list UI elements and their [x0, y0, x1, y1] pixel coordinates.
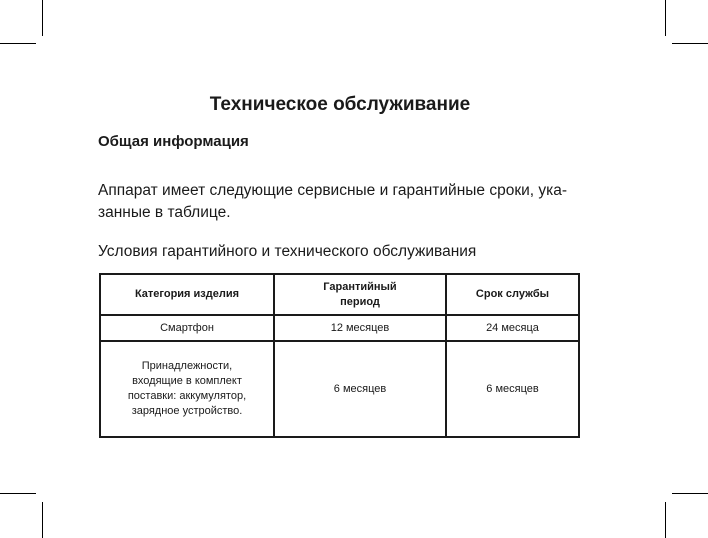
table-caption: Условия гарантийного и технического обслуживания — [98, 243, 477, 260]
header-warranty — [274, 274, 446, 315]
cell-warranty: 6 месяцев — [274, 341, 446, 437]
header-category: Категория изделия — [100, 274, 274, 315]
section-heading: Общая информация — [98, 133, 249, 150]
table-row — [100, 315, 579, 341]
crop-mark — [672, 43, 708, 44]
cell-line: Принадлежности, — [141, 360, 233, 372]
intro-paragraph — [98, 180, 588, 224]
header-warranty-line: период — [340, 295, 380, 308]
page-title: Техническое обслуживание — [209, 94, 471, 115]
paragraph-line: занные в таблице. — [98, 204, 231, 221]
crop-mark — [0, 493, 36, 494]
crop-mark — [672, 493, 708, 494]
table-header-row — [100, 274, 579, 315]
cell-line: зарядное устройство. — [131, 405, 243, 417]
cell-line: входящие в комплект — [132, 375, 242, 387]
cell-line: поставки: аккумулятор, — [127, 390, 247, 402]
header-warranty-line: Гарантийный — [323, 280, 397, 293]
cell-service-life: 24 месяца — [446, 315, 579, 341]
crop-mark — [665, 502, 666, 538]
cell-line: Смартфон — [160, 321, 214, 334]
warranty-table — [99, 273, 580, 438]
paragraph-line: Аппарат имеет следующие сервисные и гарантийные сроки, ука- — [98, 182, 568, 199]
crop-mark — [665, 0, 666, 36]
table-row — [100, 341, 579, 437]
cell-service-life: 6 месяцев — [446, 341, 579, 437]
header-service-life: Срок службы — [446, 274, 579, 315]
crop-mark — [42, 502, 43, 538]
crop-mark — [42, 0, 43, 36]
crop-mark — [0, 43, 36, 44]
cell-warranty: 12 месяцев — [274, 315, 446, 341]
cell-category — [100, 341, 274, 437]
cell-category — [100, 315, 274, 341]
